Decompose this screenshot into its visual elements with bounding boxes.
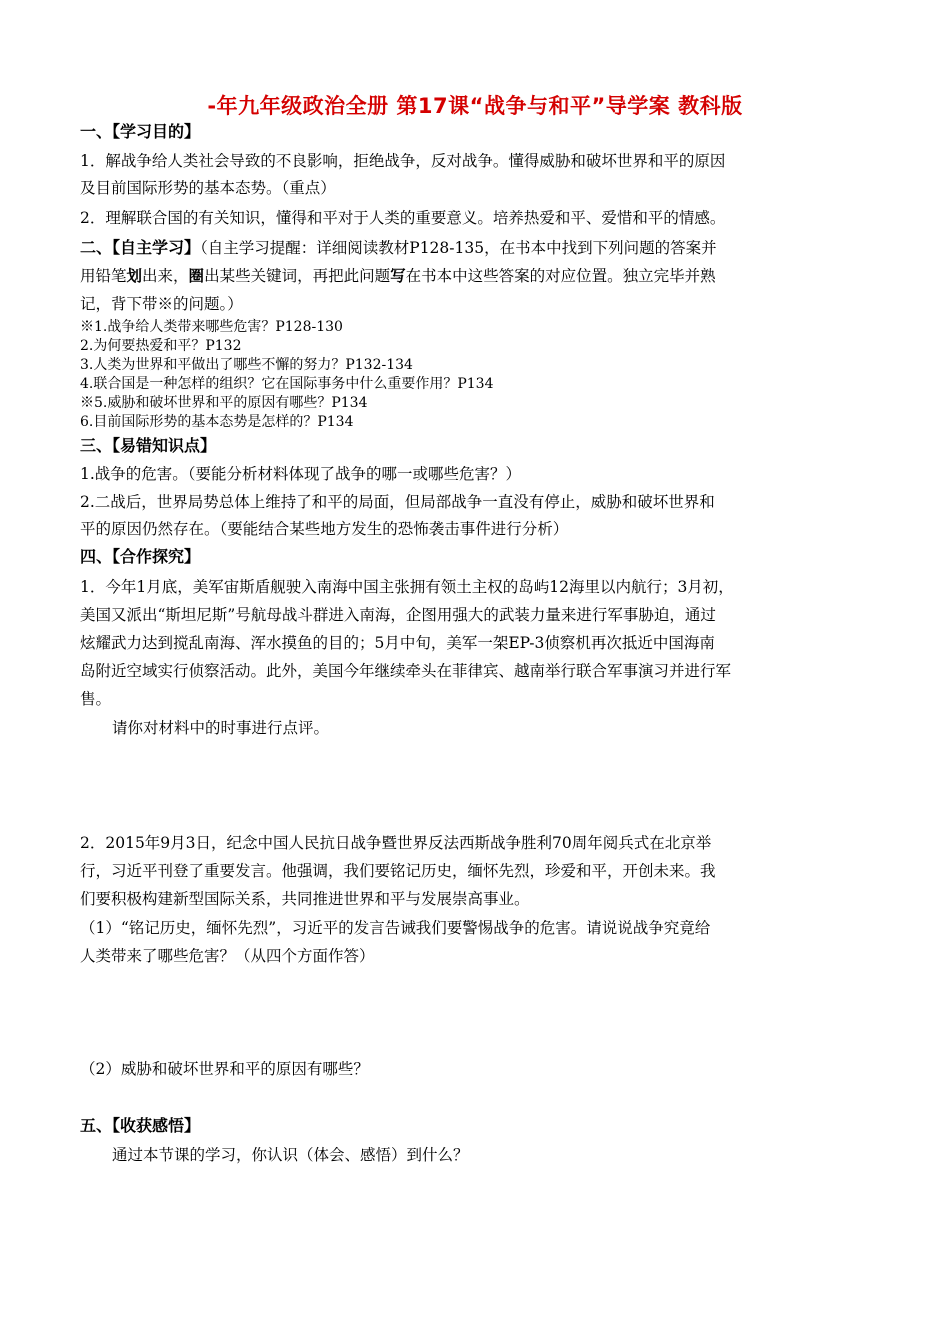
s2-intro-text-2: 出来， <box>142 267 189 285</box>
section-4-heading: 四、【合作探究】 <box>80 547 201 566</box>
s4-material-1-line-e: 售。 <box>80 690 112 708</box>
s1-item-1-line-b: 及目前国际形势的基本态势。（重点） <box>80 179 336 197</box>
s2-question-3: 3.人类为世界和平做出了哪些不懈的努力？P132-134 <box>80 357 413 373</box>
s4-material-2-line-a: 2．2015年9月3日，纪念中国人民抗日战争暨世界反法西斯战争胜利70周年阅兵式在北京举 <box>80 834 712 852</box>
s2-intro-emph-xie: 写 <box>390 267 406 285</box>
s2-question-1: ※1.战争给人类带来哪些危害？P128-130 <box>80 319 343 335</box>
s1-item-1-line-a: 1．解战争给人类社会导致的不良影响，拒绝战争，反对战争。懂得威胁和破坏世界和平的原因 <box>80 152 726 170</box>
s2-question-2: 2.为何要热爱和平？P132 <box>80 338 242 354</box>
s4-material-2-line-c: 们要积极构建新型国际关系，共同推进世界和平与发展崇高事业。 <box>80 890 530 908</box>
s3-item-2-line-a: 2.二战后，世界局势总体上维持了和平的局面，但局部战争一直没有停止，威胁和破坏世界和 <box>80 493 715 511</box>
document-title: -年九年级政治全册 第17课“战争与和平”导学案 教科版 <box>207 94 743 118</box>
s2-intro-emph-hua: 划 <box>126 267 143 285</box>
s4-material-1-line-a: 1．今年1月底，美军宙斯盾舰驶入南海中国主张拥有领土主权的岛屿12海里以内航行；3月初， <box>80 578 734 596</box>
section-1-heading: 一、【学习目的】 <box>80 122 201 141</box>
s1-item-2: 2．理解联合国的有关知识，懂得和平对于人类的重要意义。培养热爱和平、爱惜和平的情感。 <box>80 209 726 227</box>
s4-question-3: （2）威胁和破坏世界和平的原因有哪些？ <box>80 1060 369 1078</box>
s4-material-1-line-b: 美国又派出“斯坦尼斯”号航母战斗群进入南海，企图用强大的武装力量来进行军事胁迫，通过 <box>80 606 716 624</box>
s2-question-6: 6.目前国际形势的基本态势是怎样的？P134 <box>80 414 354 430</box>
s4-question-1: 请你对材料中的时事进行点评。 <box>112 719 330 737</box>
s2-intro-emph-quan: 圈 <box>188 267 205 285</box>
s2-question-5: ※5.威胁和破坏世界和平的原因有哪些？P134 <box>80 395 368 411</box>
s4-question-2-line-a: （1）“铭记历史，缅怀先烈”，习近平的发言告诫我们要警惕战争的危害。请说说战争究竟给 <box>80 919 711 937</box>
s2-intro-text-1: 用铅笔 <box>80 267 127 285</box>
s4-material-1-line-d: 岛附近空域实行侦察活动。此外，美国今年继续牵头在菲律宾、越南举行联合军事演习并进行军 <box>80 662 732 680</box>
s2-intro-text-3: 出某些关键词，再把此问题 <box>204 267 391 285</box>
s2-intro-text-4: 在书本中这些答案的对应位置。独立完毕并熟 <box>405 267 716 285</box>
s2-question-4: 4.联合国是一种怎样的组织？它在国际事务中什么重要作用？P134 <box>80 376 494 392</box>
section-5-heading: 五、【收获感悟】 <box>80 1116 201 1135</box>
s2-intro-line-c: 记，背下带※的问题。） <box>80 295 243 313</box>
section-2-heading: 二、【自主学习】 <box>80 238 201 257</box>
s5-question: 通过本节课的学习，你认识（体会、感悟）到什么？ <box>112 1146 469 1164</box>
s4-material-1-line-c: 炫耀武力达到搅乱南海、浑水摸鱼的目的；5月中旬，美军一架EP-3侦察机再次抵近中国海南 <box>80 634 715 652</box>
s2-intro-line-b <box>80 266 716 286</box>
section-3-heading: 三、【易错知识点】 <box>80 436 217 455</box>
s4-material-2-line-b: 行，习近平刊登了重要发言。他强调，我们要铭记历史，缅怀先烈，珍爱和平，开创未来。我 <box>80 862 716 880</box>
s3-item-2-line-b: 平的原因仍然存在。（要能结合某些地方发生的恐怖袭击事件进行分析） <box>80 520 569 538</box>
s4-question-2-line-b: 人类带来了哪些危害？（从四个方面作答） <box>80 947 375 965</box>
s2-intro-line-a: （自主学习提醒：详细阅读教材P128-135，在书本中找到下列问题的答案并 <box>200 239 717 257</box>
section-2-first-line <box>80 238 717 258</box>
s3-item-1: 1.战争的危害。（要能分析材料体现了战争的哪一或哪些危害？） <box>80 465 522 483</box>
